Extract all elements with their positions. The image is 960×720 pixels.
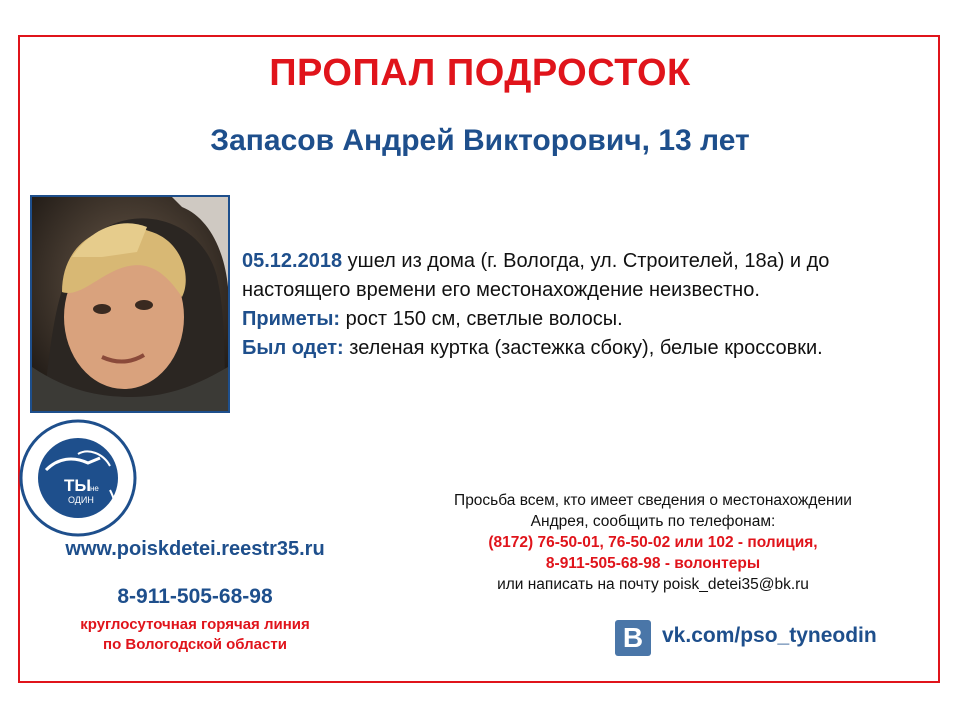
- features-label: Приметы:: [242, 308, 341, 330]
- website-link[interactable]: www.poiskdetei.reestr35.ru: [65, 538, 325, 560]
- logo-ne: не: [90, 484, 99, 493]
- missing-person-photo: [30, 195, 230, 413]
- volunteer-phone: 8-911-505-68-98 - волонтеры: [545, 555, 761, 572]
- poster-title: ПРОПАЛ ПОДРОСТОК: [269, 52, 691, 94]
- features-text: рост 150 см, светлые волосы.: [340, 308, 623, 330]
- police-phones: (8172) 76-50-01, 76-50-02 или 102 - полиция,: [488, 534, 818, 551]
- missing-circumstances: ушел из дома (г. Вологда, ул. Строителей, 18а) и до настоящего времени его местонахождение неизвестно.: [242, 250, 830, 301]
- missing-details: [242, 247, 932, 363]
- vk-link[interactable]: vk.com/pso_tyneodin: [662, 624, 877, 647]
- logo-odin: ОДИН: [68, 495, 94, 505]
- request-line-1: Просьба всем, кто имеет сведения о местонахождении: [454, 492, 852, 509]
- missing-person-name: Запасов Андрей Викторович, 13 лет: [210, 124, 750, 157]
- hotline-line-1: круглосуточная горячая линия: [80, 616, 310, 633]
- email-line: или написать на почту poisk_detei35@bk.ru: [497, 576, 809, 593]
- logo-ty: ТЫ: [64, 476, 92, 495]
- clothes-label: Был одет:: [242, 337, 344, 359]
- vk-icon: B: [615, 620, 651, 656]
- clothes-text: зеленая куртка (застежка сбоку), белые кроссовки.: [343, 337, 823, 359]
- tyneodin-logo: [18, 418, 138, 538]
- hotline-description: [30, 615, 360, 655]
- contact-request: [388, 490, 918, 595]
- hotline-line-2: по Вологодской области: [103, 636, 287, 653]
- hotline-phone: 8-911-505-68-98: [117, 585, 273, 608]
- request-line-2: Андрея, сообщить по телефонам:: [530, 513, 776, 530]
- missing-date: 05.12.2018: [242, 250, 343, 272]
